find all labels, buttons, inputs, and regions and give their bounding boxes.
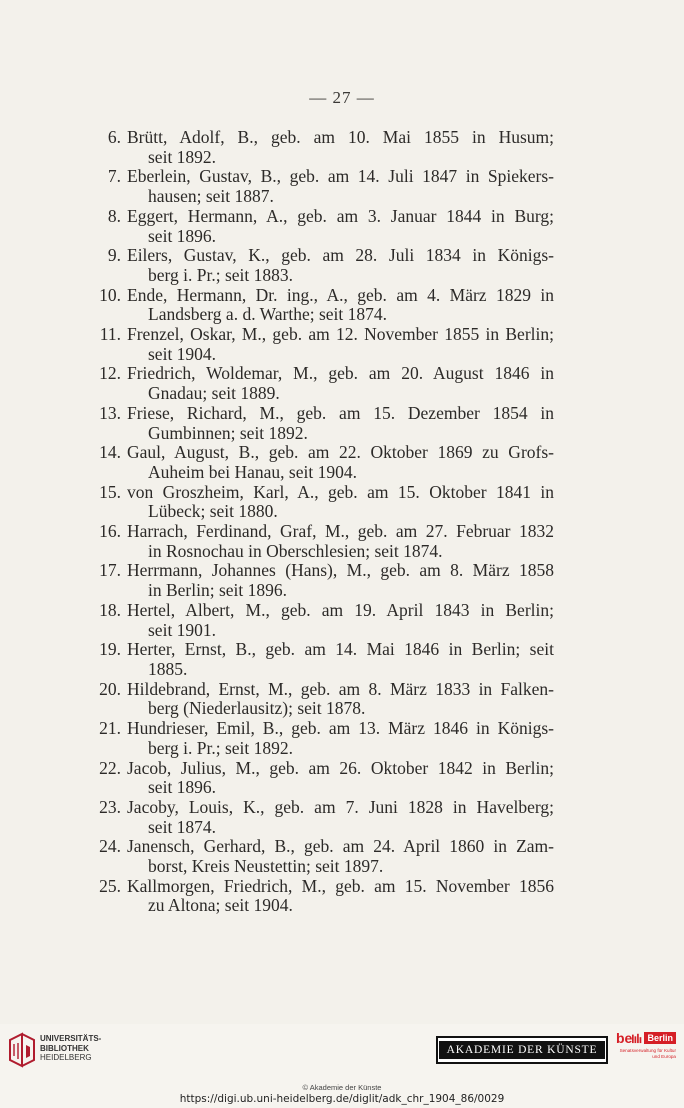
entry-number: 13. [99, 402, 121, 423]
entry-continuation: Gumbinnen; seit 1892. [148, 422, 308, 443]
list-item [92, 837, 554, 876]
list-item [92, 798, 554, 837]
entry-continuation: seit 1896. [148, 777, 217, 798]
entry-continuation: Lübeck; seit 1880. [148, 501, 278, 522]
entry-continuation: berg (Niederlausitz); seit 1878. [148, 698, 366, 719]
entry-continuation: berg i. Pr.; seit 1892. [148, 737, 294, 758]
library-line-3: HEIDELBERG [40, 1053, 92, 1062]
entry-continuation: seit 1901. [148, 619, 217, 640]
entry-text: Kallmorgen, Friedrich, M., geb. am 15. November 1856 [127, 875, 554, 896]
list-item [92, 522, 554, 561]
entry-continuation: seit 1892. [148, 146, 217, 167]
list-item [92, 286, 554, 325]
entry-continuation: in Rosnochau in Oberschlesien; seit 1874. [148, 540, 443, 561]
entry-number: 6. [107, 127, 121, 147]
entry-number: 20. [99, 678, 121, 699]
entry-text: Eilers, Gustav, K., geb. am 28. Juli 1834 in Königs- [127, 245, 554, 266]
academy-logo[interactable] [436, 1036, 608, 1064]
entry-first-line [92, 128, 554, 148]
entry-text: Friedrich, Woldemar, M., geb. am 20. August 1846 in [127, 363, 554, 384]
berlin-label: Berlin [644, 1032, 676, 1044]
entry-first-line [92, 286, 554, 306]
list-item [92, 759, 554, 798]
entry-continuation: seit 1874. [148, 816, 217, 837]
list-item [92, 443, 554, 482]
entry-first-line [92, 207, 554, 227]
entry-continuation: Auheim bei Hanau, seit 1904. [148, 461, 357, 482]
entry-continuation: seit 1896. [148, 225, 217, 246]
entry-first-line [92, 167, 554, 187]
entry-continuation: 1885. [148, 658, 188, 679]
entry-text: Jacob, Julius, M., geb. am 26. Oktober 1842 in Berlin; [127, 757, 554, 778]
entry-number: 24. [99, 836, 121, 857]
library-line-2: BIBLIOTHEK [40, 1043, 89, 1053]
list-item [92, 128, 554, 167]
entry-number: 25. [99, 875, 121, 896]
entry-text: Ende, Hermann, Dr. ing., A., geb. am 4. März 1829 in [127, 284, 554, 305]
list-item [92, 325, 554, 364]
entry-first-line [92, 719, 554, 739]
entry-text: Herter, Ernst, B., geb. am 14. Mai 1846 in Berlin; seit [127, 639, 554, 660]
list-item [92, 877, 554, 916]
list-item [92, 207, 554, 246]
entry-number: 8. [107, 205, 121, 226]
entry-continuation: hausen; seit 1887. [148, 186, 274, 207]
entry-number: 9. [107, 245, 121, 266]
entry-first-line [92, 522, 554, 542]
entry-text: Hertel, Albert, M., geb. am 19. April 1843 in Berlin; [127, 599, 554, 620]
be-logo-text: be [616, 1030, 633, 1046]
entry-first-line [92, 759, 554, 779]
entry-continuation: berg i. Pr.; seit 1883. [148, 264, 294, 285]
entry-text: Harrach, Ferdinand, Graf, M., geb. am 27. Februar 1832 [127, 521, 554, 542]
list-item [92, 601, 554, 640]
page-number: — 27 — [309, 88, 375, 107]
entry-text: Eggert, Hermann, A., geb. am 3. Januar 1844 in Burg; [127, 205, 554, 226]
berlin-senate-logo [616, 1030, 676, 1074]
list-item [92, 483, 554, 522]
list-item [92, 167, 554, 206]
academy-logo-text: AKADEMIE DER KÜNSTE [439, 1041, 606, 1059]
entry-number: 18. [99, 599, 121, 620]
list-item [92, 246, 554, 285]
entry-text: Herrmann, Johannes (Hans), M., geb. am 8. März 1858 [127, 560, 554, 581]
entry-text: Hildebrand, Ernst, M., geb. am 8. März 1833 in Falken- [127, 678, 554, 699]
entry-continuation: Gnadau; seit 1889. [148, 383, 280, 404]
entry-number: 23. [99, 796, 121, 817]
entry-first-line [92, 364, 554, 384]
university-library-name [40, 1034, 101, 1063]
source-url-link[interactable]: https://digi.ub.uni-heidelberg.de/diglit/adk_chr_1904_86/0029 [179, 1093, 505, 1105]
entry-continuation: seit 1904. [148, 343, 217, 364]
entry-continuation: Landsberg a. d. Warthe; seit 1874. [148, 304, 388, 325]
entry-text: Jacoby, Louis, K., geb. am 7. Juni 1828 in Havelberg; [127, 796, 554, 817]
entry-number: 12. [99, 363, 121, 384]
entry-number: 10. [99, 284, 121, 305]
copyright-notice: © Akademie der Künste [302, 1083, 382, 1092]
entry-number: 11. [99, 324, 121, 345]
entry-number: 7. [107, 166, 121, 187]
entry-first-line [92, 877, 554, 897]
entry-first-line [92, 798, 554, 818]
entry-number: 21. [99, 718, 121, 739]
entry-first-line [92, 561, 554, 581]
list-item [92, 640, 554, 679]
library-line-1: UNIVERSITÄTS- [40, 1034, 102, 1043]
entry-number: 19. [99, 639, 121, 660]
entry-first-line [92, 443, 554, 463]
entry-number: 17. [99, 560, 121, 581]
entry-first-line [92, 325, 554, 345]
entry-first-line [92, 640, 554, 660]
entry-number: 22. [99, 757, 121, 778]
entry-first-line [92, 246, 554, 266]
entry-first-line [92, 601, 554, 621]
entry-text: Eberlein, Gustav, B., geb. am 14. Juli 1847 in Spiekers- [127, 166, 554, 187]
entry-text: Friese, Richard, M., geb. am 15. Dezember 1854 in [127, 402, 554, 423]
entry-number: 16. [99, 521, 121, 542]
university-library-logo-icon [8, 1032, 36, 1068]
entry-number: 14. [99, 442, 121, 463]
entry-continuation: in Berlin; seit 1896. [148, 580, 288, 601]
entry-text: von Groszheim, Karl, A., geb. am 15. Oktober 1841 in [127, 481, 554, 502]
entry-first-line [92, 680, 554, 700]
list-item [92, 680, 554, 719]
entry-text: Frenzel, Oskar, M., geb. am 12. November 1855 in Berlin; [127, 324, 554, 345]
list-item [92, 719, 554, 758]
building-bars-icon [632, 1032, 642, 1044]
member-list [92, 128, 554, 916]
entry-first-line [92, 483, 554, 503]
entry-text: Hundrieser, Emil, B., geb. am 13. März 1846 in Königs- [127, 718, 554, 739]
entry-first-line [92, 404, 554, 424]
entry-text: Gaul, August, B., geb. am 22. Oktober 1869 zu Grofs- [127, 442, 554, 463]
entry-text: Janensch, Gerhard, B., geb. am 24. April 1860 in Zam- [127, 836, 554, 857]
entry-first-line [92, 837, 554, 857]
entry-continuation: borst, Kreis Neustettin; seit 1897. [148, 856, 384, 877]
entry-continuation: zu Altona; seit 1904. [148, 895, 293, 916]
list-item [92, 404, 554, 443]
list-item [92, 561, 554, 600]
entry-number: 15. [99, 481, 121, 502]
list-item [92, 364, 554, 403]
entry-text: Brütt, Adolf, B., geb. am 10. Mai 1855 in Husum; [127, 127, 554, 147]
senate-subtitle: Senatsverwaltung für Kultur und Europa [619, 1048, 676, 1059]
